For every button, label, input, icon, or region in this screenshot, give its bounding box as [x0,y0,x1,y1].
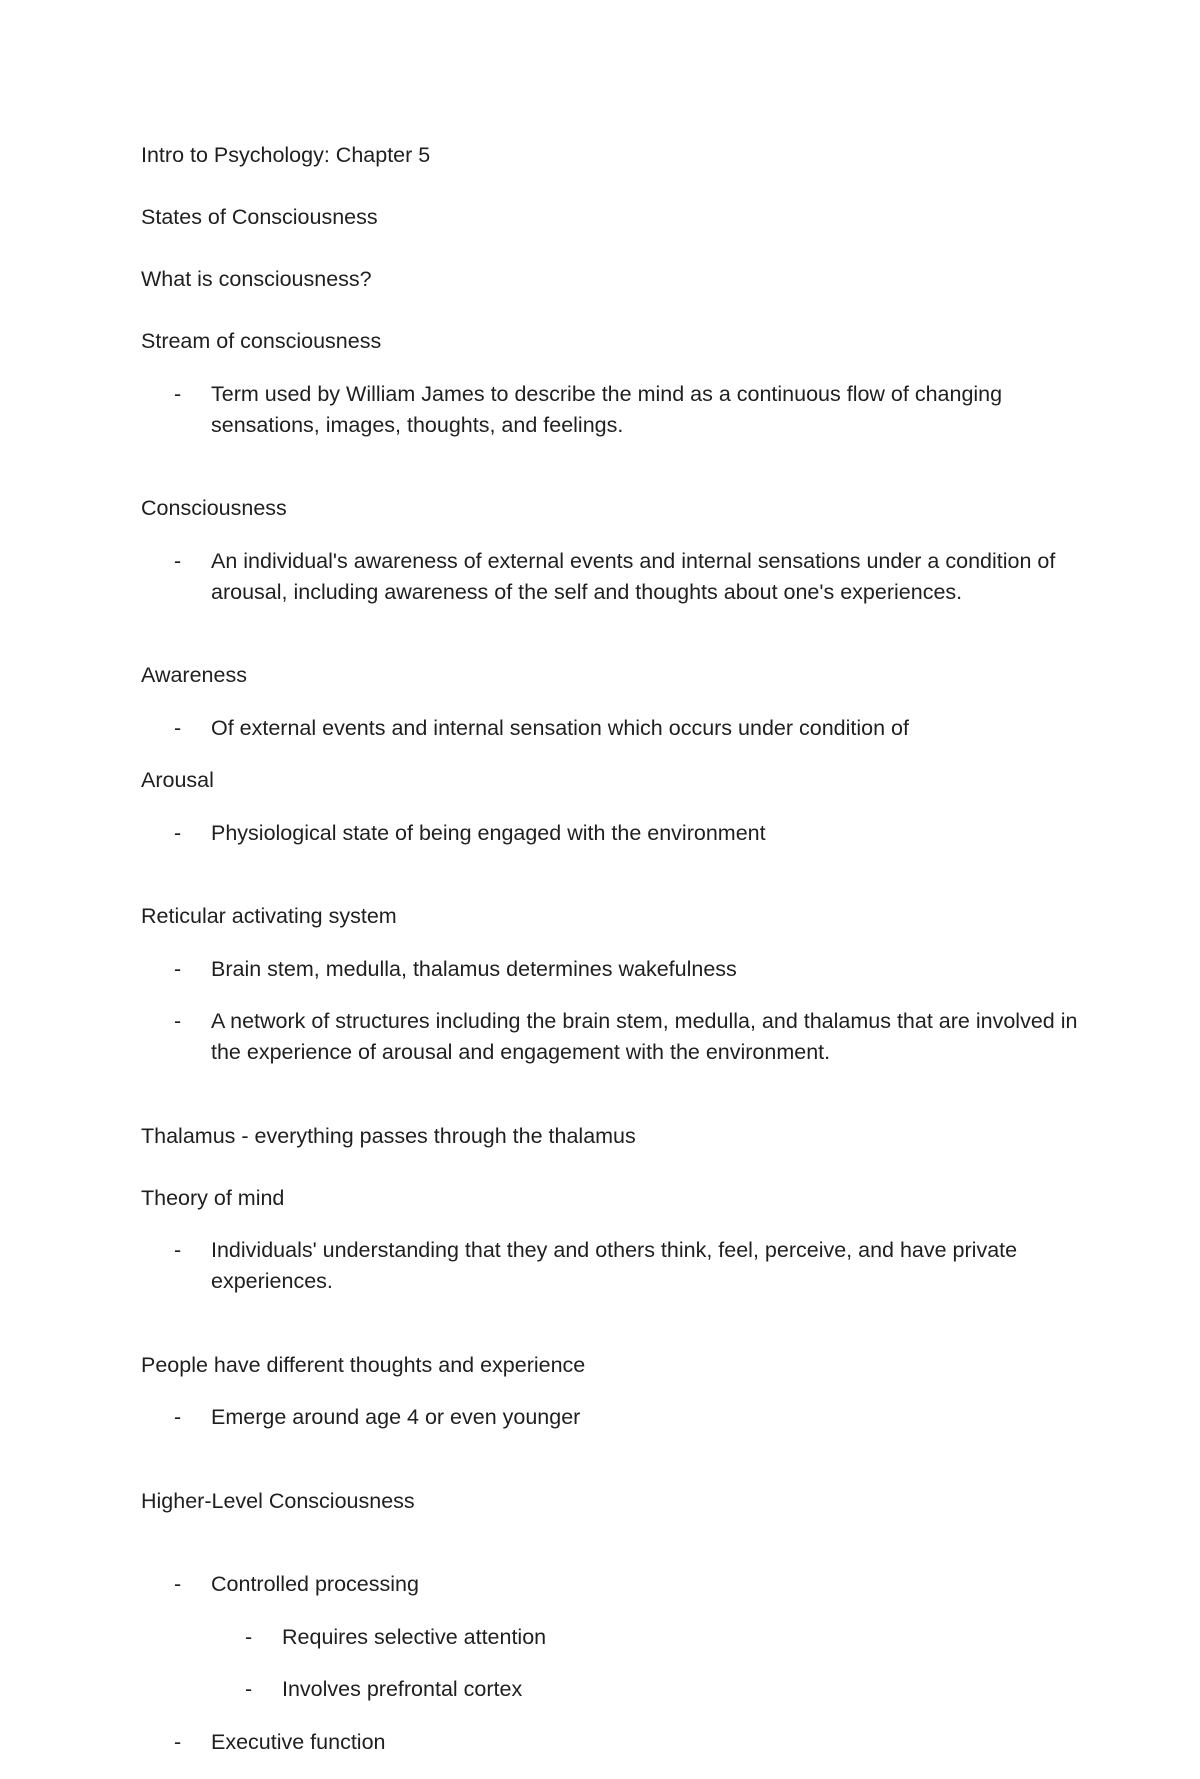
spacer [141,171,1081,202]
people-heading: People have different thoughts and experience [141,1352,586,1377]
ras-heading: Reticular activating system [141,904,397,928]
spacer [141,1455,1081,1486]
ras-bullet: - A network of structures including the brain stem, medulla, and thalamus that are involved in the experience of arousal and engagement with the environment. [141,1006,1081,1068]
selective-attention-subbullet: - Requires selective attention [141,1622,1081,1653]
spacer [141,870,1081,901]
spacer [141,1090,1081,1121]
spacer [141,1152,1081,1183]
document-body [141,140,1081,1779]
stream-heading: Stream of consciousness [141,329,382,353]
spacer [141,462,1081,493]
awareness-bullet: - Of external events and internal sensation which occurs under condition of [141,713,1081,744]
spacer [141,1319,1081,1350]
arousal-bullet: - Physiological state of being engaged with the environment [141,818,1081,849]
spacer [141,629,1081,660]
ras-bullet: - Brain stem, medulla, thalamus determines wakefulness [141,954,1081,985]
thalamus-line: Thalamus - everything passes through the thalamus [141,1123,636,1148]
spacer [141,295,1081,326]
people-bullet: - Emerge around age 4 or even younger [141,1402,1081,1433]
spacer [141,1517,1081,1548]
question-line: What is consciousness? [141,267,372,291]
controlled-processing-bullet: - Controlled processing [141,1569,1081,1600]
theory-of-mind-bullet: - Individuals' understanding that they and others think, feel, perceive, and have private experiences. [141,1235,1081,1297]
awareness-heading: Awareness [141,663,247,687]
spacer [141,233,1081,264]
section-heading: States of Consciousness [141,205,378,229]
stream-bullet: - Term used by William James to describe the mind as a continuous flow of changing sensations, images, thoughts, and feelings. [141,379,1081,441]
arousal-heading: Arousal [141,768,214,792]
executive-function-bullet: - Executive function [141,1727,1081,1758]
higher-level-heading: Higher-Level Consciousness [141,1488,415,1513]
document-title: Intro to Psychology: Chapter 5 [141,143,431,167]
consciousness-bullet: - An individual's awareness of external events and internal sensations under a condition of arousal, including awareness of the self and thoughts about one's experiences. [141,546,1081,608]
prefrontal-cortex-subbullet: - Involves prefrontal cortex [141,1674,1081,1705]
theory-of-mind-heading: Theory of mind [141,1185,285,1210]
consciousness-heading: Consciousness [141,496,287,520]
